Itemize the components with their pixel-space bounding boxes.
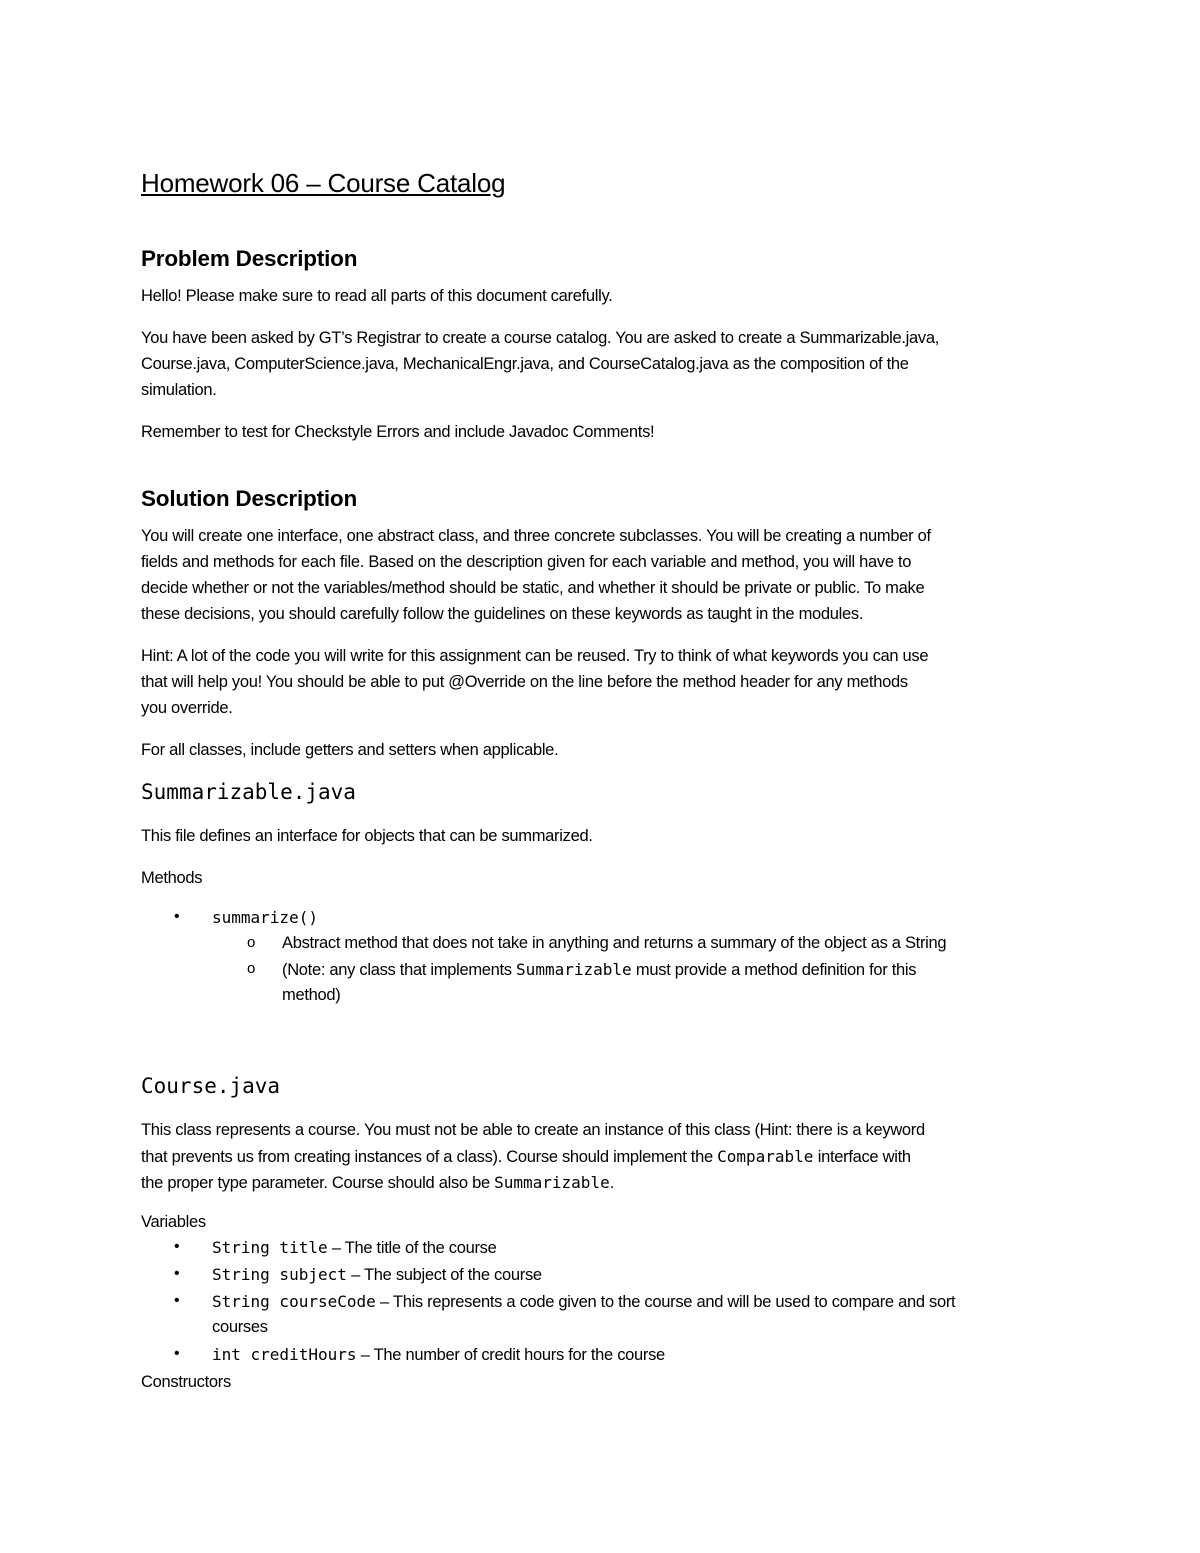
- course-desc-line1: This class represents a course. You must not be able to create an instance of this class (Hint: there is a keyword: [141, 1121, 925, 1139]
- course-desc-line3: [141, 1170, 1061, 1197]
- bullet-icon: •: [174, 1292, 180, 1309]
- course-heading: Course.java: [141, 1074, 281, 1098]
- var-code: String title: [212, 1238, 328, 1257]
- summarizable-heading: Summarizable.java: [141, 780, 356, 804]
- constructors-label: Constructors: [141, 1373, 231, 1391]
- summarize-sub2: [282, 960, 916, 980]
- var-code: int creditHours: [212, 1345, 357, 1364]
- sub-bullet-icon: o: [247, 960, 256, 977]
- desc2-code: Comparable: [717, 1147, 814, 1166]
- var-desc: – The number of credit hours for the course: [356, 1346, 665, 1364]
- problem-heading: Problem Description: [141, 246, 358, 271]
- var-desc: – The subject of the course: [346, 1266, 542, 1284]
- desc3-text-b: .: [609, 1174, 614, 1192]
- sub2-text-a: (Note: any class that implements: [282, 961, 517, 979]
- hint-line1: [141, 644, 1061, 670]
- solution-p1-line2: fields and methods for each file. Based on the description given for each variable and method, you will have to: [141, 553, 912, 571]
- solution-p3: For all classes, include getters and setters when applicable.: [141, 741, 559, 759]
- sub2-code: Summarizable: [516, 960, 632, 979]
- problem-p2-line1: You have been asked by GT’s Registrar to create a course catalog. You are asked to create a Summarizable.java,: [141, 329, 939, 347]
- summarize-sub2-cont: method): [282, 986, 341, 1004]
- var-desc-cont: courses: [212, 1318, 268, 1336]
- problem-p2-line2: Course.java, ComputerScience.java, MechanicalEngr.java, and CourseCatalog.java as the composition of the: [141, 355, 909, 373]
- summarizable-desc: This file defines an interface for objects that can be summarized.: [141, 827, 593, 845]
- desc2-text-b: interface with: [813, 1148, 911, 1166]
- document-title: Homework 06 – Course Catalog: [141, 168, 506, 198]
- solution-p1-line4: these decisions, you should carefully follow the guidelines on these keywords as taught in the modules.: [141, 605, 864, 623]
- hint-text: A lot of the code you will write for this assignment can be reused. Try to think of what keywords you can use: [173, 647, 929, 665]
- method-summarize: summarize(): [212, 908, 318, 927]
- var-desc: – This represents a code given to the course and will be used to compare and sort: [375, 1293, 956, 1311]
- var-code: String courseCode: [212, 1292, 376, 1311]
- bullet-icon: •: [174, 1238, 180, 1255]
- solution-p1-line1: You will create one interface, one abstract class, and three concrete subclasses. You will be creating a number of: [141, 527, 931, 545]
- problem-p3: Remember to test for Checkstyle Errors and include Javadoc Comments!: [141, 423, 655, 441]
- desc3-code: Summarizable: [494, 1173, 610, 1192]
- desc2-text-a: that prevents us from creating instances of a class). Course should implement the: [141, 1148, 718, 1166]
- var-desc: – The title of the course: [327, 1239, 497, 1257]
- hint-label: Hint:: [141, 647, 174, 665]
- solution-heading: Solution Description: [141, 486, 358, 511]
- problem-p1: Hello! Please make sure to read all parts of this document carefully.: [141, 287, 613, 305]
- variables-label: Variables: [141, 1213, 206, 1231]
- bullet-icon: •: [174, 1265, 180, 1282]
- bullet-icon: •: [174, 908, 180, 925]
- course-desc-line2: [141, 1144, 1061, 1171]
- hint-line2: that will help you! You should be able to put @Override on the line before the method header for any methods: [141, 673, 908, 691]
- methods-label: Methods: [141, 869, 203, 887]
- bullet-icon: •: [174, 1345, 180, 1362]
- sub2-text-b: must provide a method definition for this: [631, 961, 917, 979]
- var-code: String subject: [212, 1265, 347, 1284]
- summarize-sub1: Abstract method that does not take in anything and returns a summary of the object as a String: [282, 934, 947, 952]
- problem-p2-line3: simulation.: [141, 381, 217, 399]
- solution-p1-line3: decide whether or not the variables/method should be static, and whether it should be private or public. To make: [141, 579, 925, 597]
- hint-line3: you override.: [141, 699, 233, 717]
- desc3-text-a: the proper type parameter. Course should also be: [141, 1174, 495, 1192]
- sub-bullet-icon: o: [247, 934, 256, 951]
